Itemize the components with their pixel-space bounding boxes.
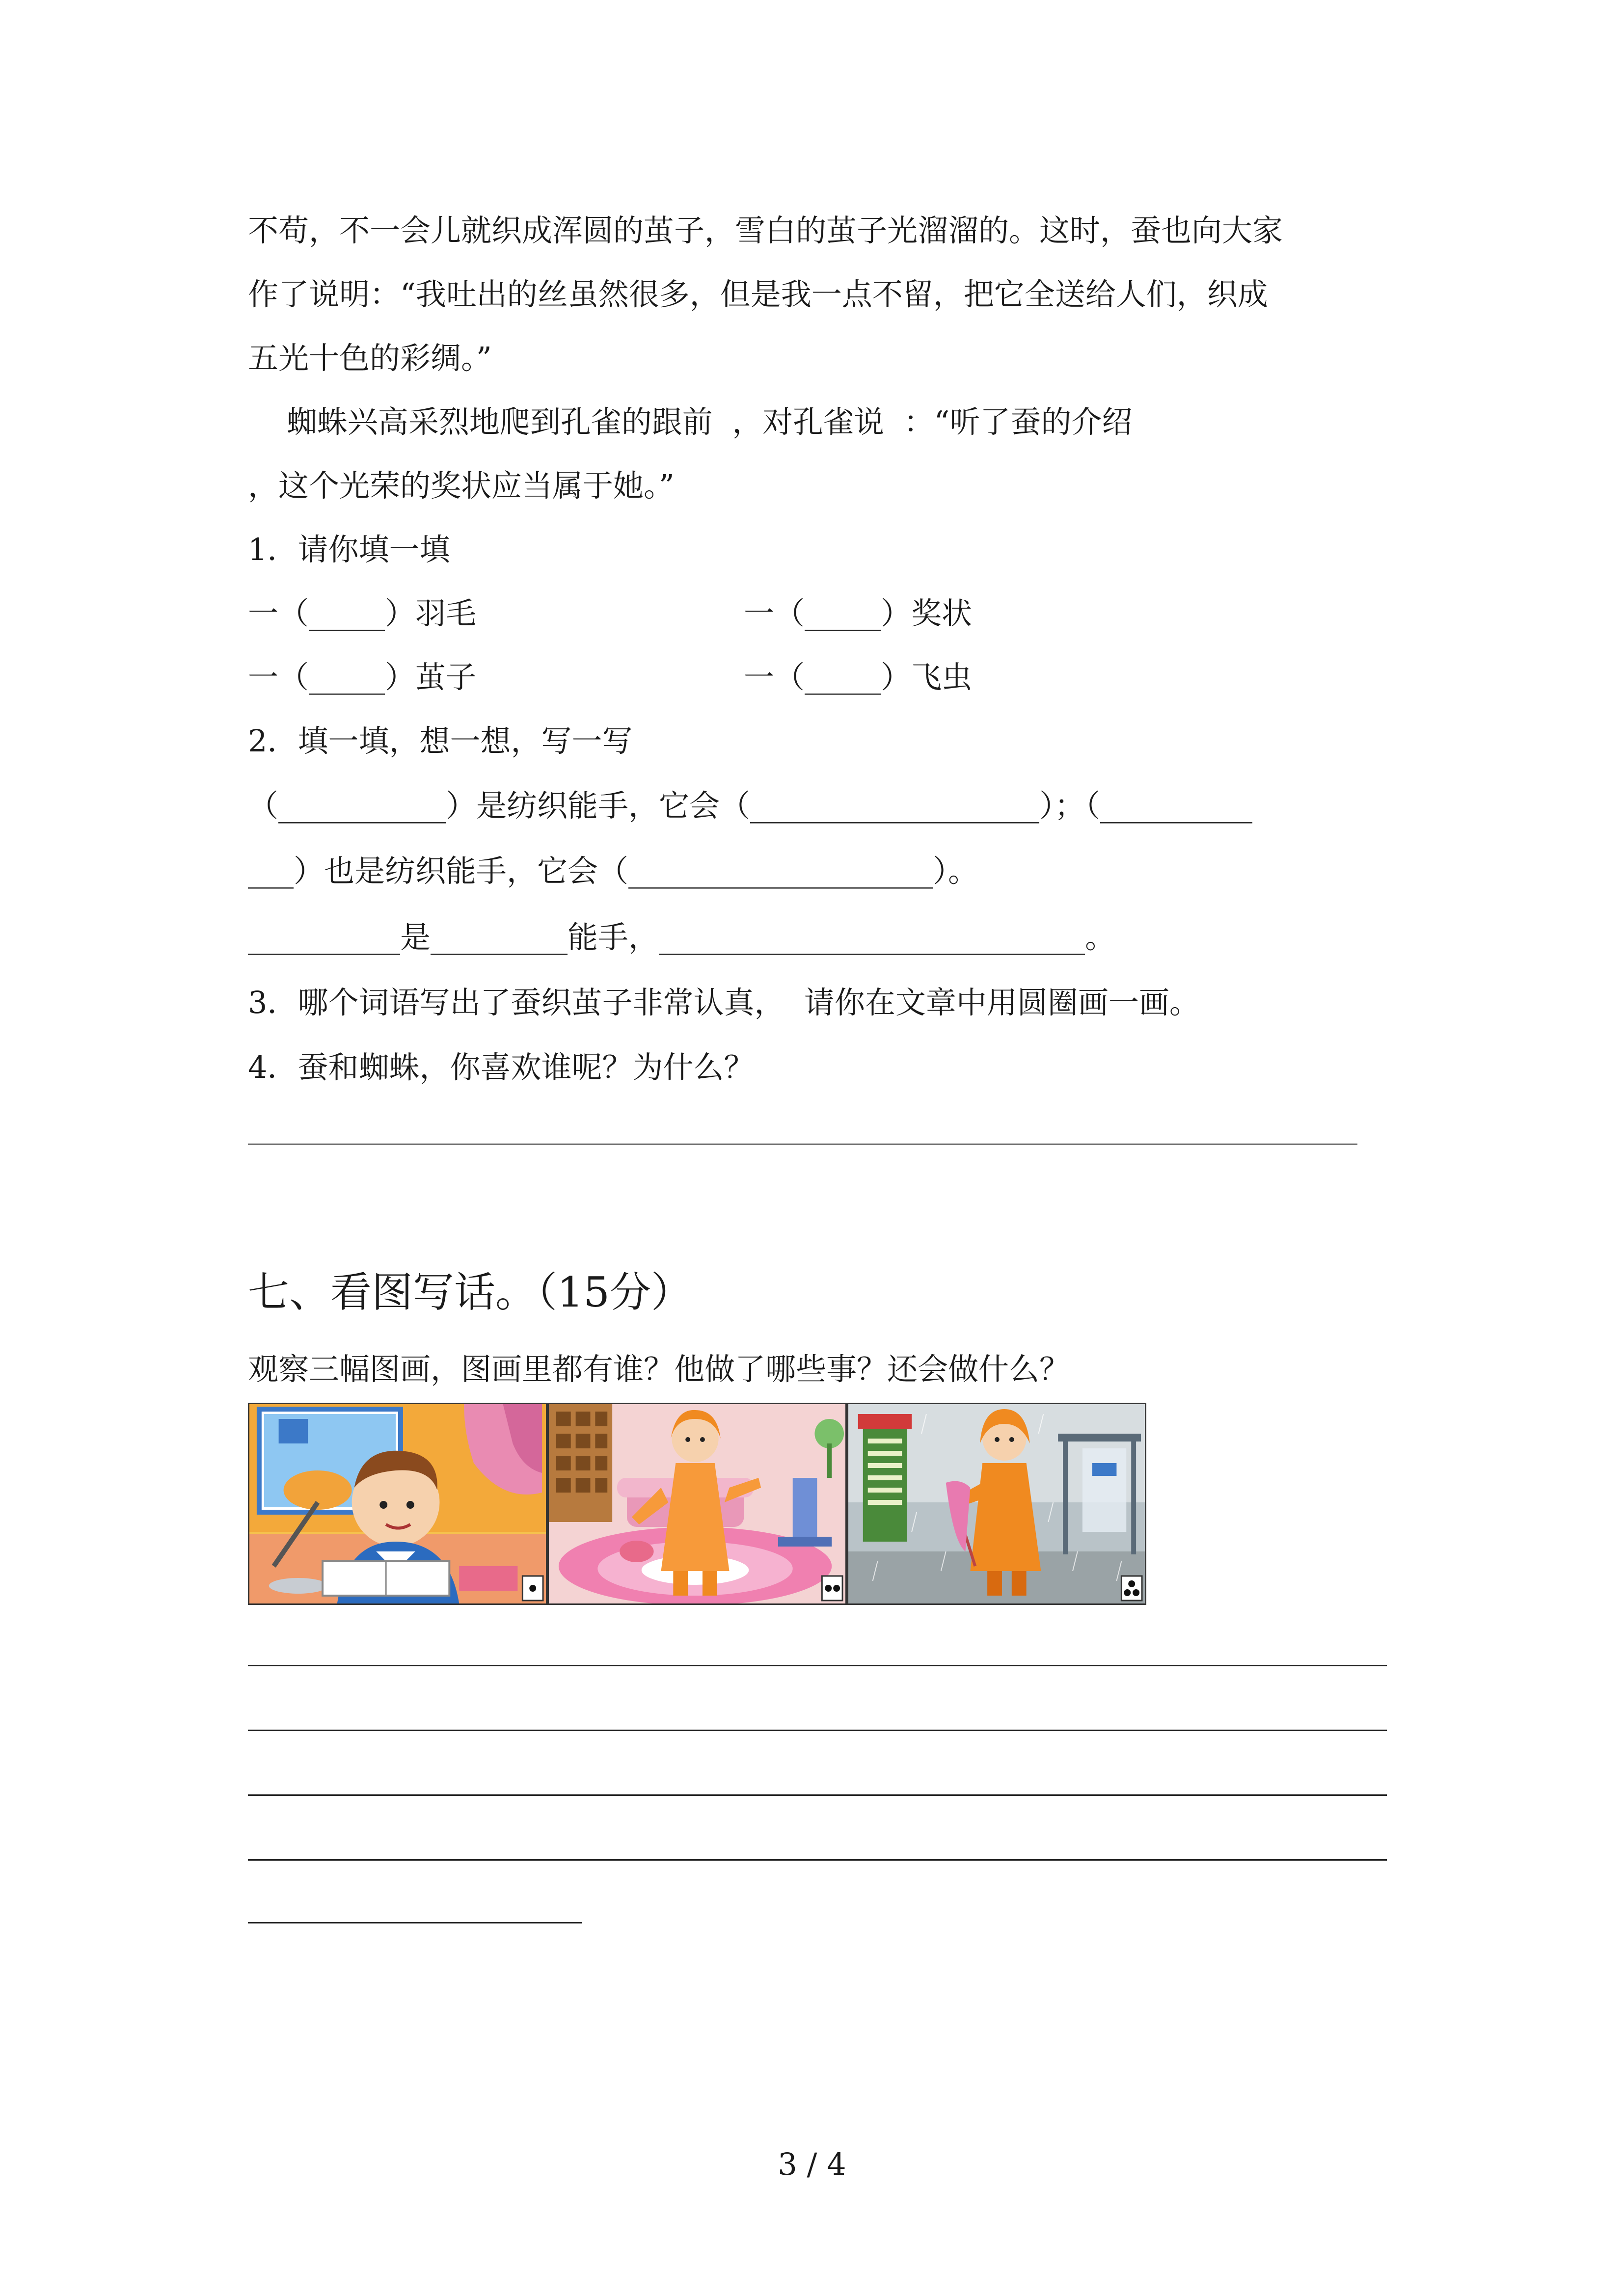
- section-title: 七、看图写话。（15分）: [248, 1268, 692, 1316]
- answer-line[interactable]: [248, 1144, 1357, 1145]
- passage-line: ，这个光荣的奖状应当属于她。”: [248, 468, 675, 504]
- writing-line[interactable]: [248, 1859, 1387, 1861]
- passage-line: 作了说明：“我吐出的丝虽然很多，但是我一点不留，把它全送给人们，织成: [248, 276, 1268, 312]
- question-4: 4．蚕和蜘蛛，你喜欢谁呢？为什么？: [248, 1049, 755, 1085]
- boy-studying-picture: [248, 1403, 547, 1605]
- fill-item: 一（_____）奖状: [744, 595, 973, 631]
- page-number: 3 / 4: [778, 2146, 846, 2182]
- writing-line[interactable]: [248, 1794, 1387, 1796]
- fill-item: 一（_____）茧子: [248, 659, 477, 695]
- girl-raincoat-room-picture: [547, 1403, 847, 1605]
- passage-line: 不苟，不一会儿就织成浑圆的茧子，雪白的茧子光溜溜的。这时，蚕也向大家: [248, 213, 1283, 248]
- question-2-line: __________是_________能手，____________________________。: [248, 919, 1116, 955]
- fill-item: 一（_____）飞虫: [744, 659, 973, 695]
- writing-line[interactable]: [248, 1665, 1387, 1666]
- question-1-title: 1．请你填一填: [248, 532, 450, 567]
- section-prompt: 观察三幅图画，图画里都有谁？他做了哪些事？还会做什么？: [248, 1351, 1070, 1387]
- writing-line[interactable]: [248, 1922, 582, 1923]
- fill-item: 一（_____）羽毛: [248, 595, 477, 631]
- question-3: 3．哪个词语写出了蚕织茧子非常认真， 请你在文章中用圆圈画一画。: [248, 985, 1200, 1020]
- question-2-title: 2．填一填，想一想，写一写: [248, 723, 633, 759]
- question-2-line: ___）也是纺织能手，它会（____________________）。: [248, 853, 979, 889]
- passage-line: 五光十色的彩绸。”: [248, 340, 492, 376]
- question-2-line: （___________）是纺织能手，它会（___________________）；（__________: [248, 788, 1253, 824]
- passage-line: 蜘蛛兴高采烈地爬到孔雀的跟前 ，对孔雀说 ：“听了蚕的介绍: [248, 404, 1133, 440]
- picture-strip: [248, 1403, 1146, 1605]
- girl-rain-bus-stop-picture: [847, 1403, 1146, 1605]
- writing-line[interactable]: [248, 1730, 1387, 1731]
